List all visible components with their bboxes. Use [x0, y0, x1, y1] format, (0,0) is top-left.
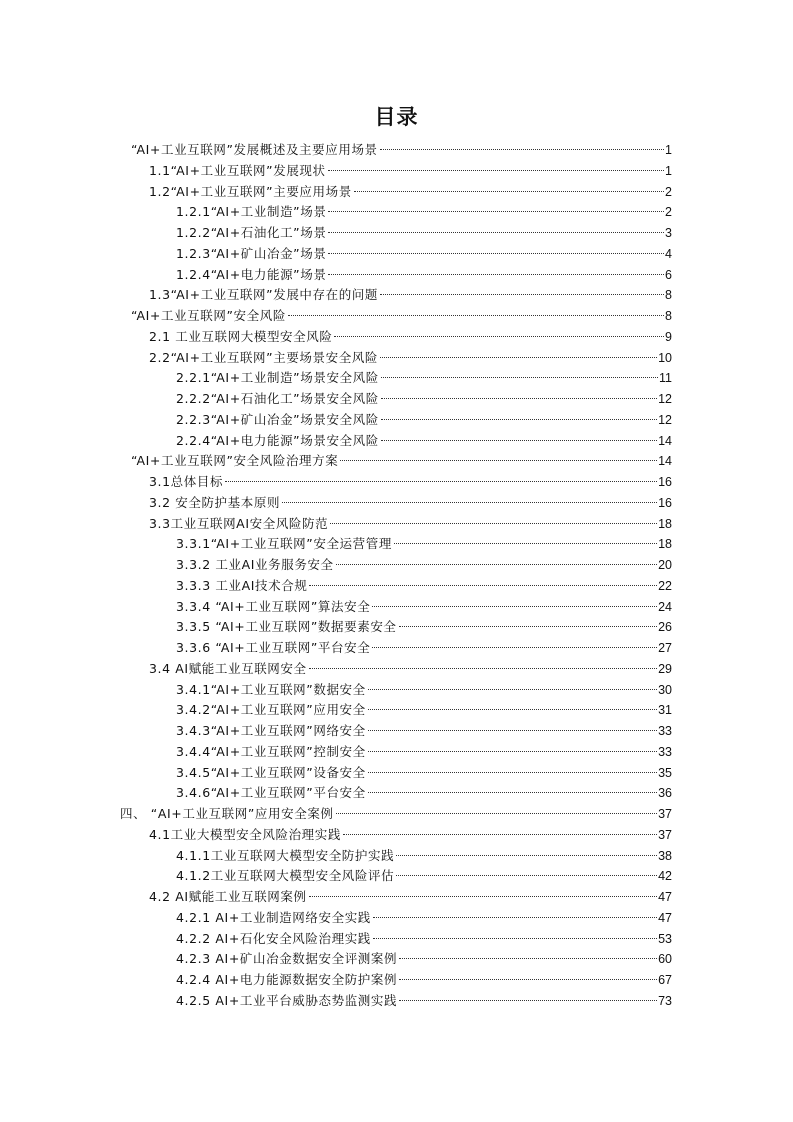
toc-entry-page-number: 4 [665, 246, 672, 261]
dot-leader [309, 585, 657, 586]
toc-entry-label: 1.2.4“AI+电力能源”场景 [176, 266, 327, 282]
toc-entry[interactable] [176, 721, 672, 742]
toc-entry-page-number: 67 [658, 973, 672, 987]
toc-entry-label: “AI+工业互联网”安全风险 [131, 308, 286, 323]
toc-entry[interactable] [149, 161, 672, 182]
toc-entry[interactable] [176, 244, 672, 265]
dot-leader [396, 855, 657, 856]
dot-leader [328, 274, 664, 275]
toc-entry-label: 2.2“AI+工业互联网”主要场景安全风险 [149, 349, 379, 365]
toc-entry-page-number: 8 [665, 288, 672, 303]
toc-entry-label: 3.3.4 “AI+工业互联网”算法安全 [176, 598, 371, 614]
toc-entry-label: 4.1.1工业互联网大模型安全防护实践 [176, 847, 395, 863]
toc-entry-page-number: 2 [665, 205, 672, 220]
toc-entry[interactable] [176, 555, 672, 576]
dot-leader [343, 834, 657, 835]
toc-entry-page-number: 42 [658, 869, 672, 884]
toc-entry[interactable] [176, 597, 672, 618]
toc-entry-page-number: 1 [665, 163, 672, 178]
toc-entry[interactable] [176, 949, 672, 970]
toc-entry-page-number: 36 [658, 786, 672, 801]
dot-leader [380, 149, 664, 150]
dot-leader [399, 979, 657, 980]
toc-entry-page-number: 60 [658, 952, 672, 967]
dot-leader [399, 958, 657, 959]
toc-entry-page-number: 1 [665, 143, 672, 157]
toc-entry-label: 四、 “AI+工业互联网”应用安全案例 [120, 806, 334, 821]
toc-entry[interactable] [176, 866, 672, 887]
dot-leader [282, 502, 657, 503]
toc-entry[interactable] [176, 431, 672, 452]
toc-entry-page-number: 37 [658, 827, 672, 842]
toc-entry-page-number: 2 [665, 184, 672, 199]
dot-leader [368, 772, 657, 773]
dot-leader [373, 917, 657, 918]
toc-entry-label: 2.1 工业互联网大模型安全风险 [149, 328, 333, 344]
dot-leader [328, 232, 664, 233]
toc-entry-page-number: 22 [658, 578, 672, 593]
toc-entry-page-number: 33 [658, 744, 672, 759]
toc-entry[interactable] [176, 534, 672, 555]
toc-entry[interactable] [149, 348, 672, 369]
toc-entry-page-number: 27 [658, 641, 672, 655]
toc-entry[interactable] [131, 306, 672, 327]
dot-leader [380, 357, 657, 358]
toc-entry[interactable] [176, 576, 672, 597]
toc-entry[interactable] [176, 389, 672, 410]
dot-leader [340, 460, 657, 461]
toc-entry[interactable] [176, 265, 672, 286]
toc-entry-page-number: 18 [658, 516, 672, 531]
toc-entry-page-number: 47 [658, 910, 672, 925]
dot-leader [336, 813, 658, 814]
toc-entry-label: 3.3.1“AI+工业互联网”安全运营管理 [176, 536, 392, 552]
toc-entry-page-number: 29 [658, 661, 672, 676]
toc-entry[interactable] [176, 202, 672, 223]
toc-entry[interactable] [176, 638, 672, 659]
toc-entry-page-number: 20 [658, 558, 672, 572]
toc-entry-label: 3.3.2 工业AI业务服务安全 [176, 557, 334, 572]
dot-leader [288, 315, 664, 316]
toc-entry[interactable] [149, 327, 672, 348]
toc-entry[interactable] [149, 182, 672, 203]
dot-leader [372, 606, 657, 607]
toc-entry-page-number: 8 [665, 309, 672, 323]
dot-leader [334, 336, 664, 337]
toc-entry[interactable] [176, 908, 672, 929]
toc-entry-label: 3.4.1“AI+工业互联网”数据安全 [176, 681, 366, 697]
dot-leader [373, 938, 657, 939]
toc-entry[interactable] [176, 991, 672, 1012]
toc-entry-label: 3.1总体目标 [149, 474, 224, 489]
dot-leader [368, 792, 657, 793]
toc-entry[interactable] [149, 887, 672, 908]
toc-entry-label: 4.2.3 AI+矿山冶金数据安全评测案例 [176, 951, 398, 967]
dot-leader [328, 253, 664, 254]
toc-entry-label: 3.3.3 工业AI技术合规 [176, 577, 308, 593]
toc-entry[interactable] [176, 763, 672, 784]
dot-leader [368, 709, 657, 710]
dot-leader [381, 419, 657, 420]
toc-entry-label: 4.2.4 AI+电力能源数据安全防护案例 [176, 972, 398, 987]
toc-entry[interactable] [176, 700, 672, 721]
toc-entry[interactable] [149, 285, 672, 306]
dot-leader [399, 626, 658, 627]
toc-entry-label: 4.1.2工业互联网大模型安全风险评估 [176, 868, 395, 884]
dot-leader [328, 211, 664, 212]
page-title: 目录 [374, 105, 419, 129]
dot-leader [368, 730, 657, 731]
toc-entry-page-number: 12 [658, 392, 672, 406]
toc-entry-label: 2.2.1“AI+工业制造”场景安全风险 [176, 370, 379, 386]
toc-entry-label: 3.4.6“AI+工业互联网”平台安全 [176, 785, 366, 801]
toc-entry[interactable] [176, 617, 672, 638]
dot-leader [372, 647, 657, 648]
toc-entry-page-number: 33 [658, 724, 672, 738]
toc-entry-label: 1.1“AI+工业互联网”发展现状 [149, 162, 326, 178]
toc-entry[interactable] [149, 493, 672, 514]
dot-leader [336, 564, 657, 565]
toc-entry-page-number: 73 [658, 993, 672, 1008]
toc-entry-page-number: 12 [658, 412, 672, 427]
toc-entry[interactable] [176, 410, 672, 431]
toc-entry[interactable] [176, 742, 672, 763]
toc-entry-label: 1.2.1“AI+工业制造”场景 [176, 204, 327, 220]
toc-entry-page-number: 30 [658, 682, 672, 697]
toc-entry-label: 3.3.6 “AI+工业互联网”平台安全 [176, 640, 371, 655]
toc-entry-label: 3.2 安全防护基本原则 [149, 494, 281, 510]
toc-entry-page-number: 18 [658, 537, 672, 552]
toc-entry-label: 3.3工业互联网AI安全风险防范 [149, 515, 329, 531]
toc-entry-label: 4.2 AI赋能工业互联网案例 [149, 889, 307, 904]
toc-entry-page-number: 37 [658, 807, 672, 821]
toc-entry-page-number: 38 [658, 848, 672, 863]
toc-entry-label: 3.4.5“AI+工业互联网”设备安全 [176, 764, 366, 780]
toc-entry[interactable] [120, 804, 672, 825]
toc-entry-label: 1.3“AI+工业互联网”发展中存在的问题 [149, 287, 379, 303]
toc-entry-label: 4.2.2 AI+石化安全风险治理实践 [176, 930, 371, 946]
toc-entry-page-number: 24 [658, 599, 672, 614]
toc-entry-page-number: 47 [658, 890, 672, 904]
toc-entry-label: 1.2“AI+工业互联网”主要应用场景 [149, 183, 352, 199]
toc-entry-label: 3.4 AI赋能工业互联网安全 [149, 660, 307, 676]
dot-leader [225, 481, 657, 482]
toc-entry-page-number: 31 [658, 703, 672, 718]
toc-entry-label: 1.2.2“AI+石油化工”场景 [176, 225, 327, 240]
dot-leader [394, 543, 657, 544]
toc-entry-page-number: 35 [658, 765, 672, 780]
dot-leader [354, 191, 664, 192]
toc-entry-label: 1.2.3“AI+矿山冶金”场景 [176, 245, 327, 261]
dot-leader [368, 751, 657, 752]
toc-entry-label: 2.2.4“AI+电力能源”场景安全风险 [176, 432, 379, 448]
dot-leader [396, 875, 657, 876]
toc-entry-page-number: 6 [665, 267, 672, 282]
toc-entry-label: 2.2.3“AI+矿山冶金”场景安全风险 [176, 411, 379, 427]
dot-leader [368, 689, 657, 690]
toc-entry-page-number: 16 [658, 495, 672, 510]
dot-leader [399, 1000, 657, 1001]
toc-entry[interactable] [176, 223, 672, 244]
toc-entry-page-number: 3 [665, 226, 672, 240]
toc-entry[interactable] [176, 783, 672, 804]
dot-leader [309, 896, 658, 897]
toc-entry-label: 4.2.5 AI+工业平台威胁态势监测实践 [176, 992, 398, 1008]
toc-entry-page-number: 16 [658, 475, 672, 489]
toc-entry-page-number: 10 [658, 350, 672, 365]
toc-entry-label: 4.1工业大模型安全风险治理实践 [149, 826, 341, 842]
toc-entry-label: 2.2.2“AI+石油化工”场景安全风险 [176, 391, 379, 406]
toc-entry[interactable] [149, 514, 672, 535]
dot-leader [309, 668, 658, 669]
toc-entry[interactable] [149, 472, 672, 493]
dot-leader [381, 440, 657, 441]
toc-entry-page-number: 26 [658, 620, 672, 635]
toc-entry-label: 3.4.3“AI+工业互联网”网络安全 [176, 723, 366, 738]
dot-leader [381, 377, 658, 378]
dot-leader [381, 398, 657, 399]
toc-entry-page-number: 14 [658, 454, 672, 469]
toc-entry[interactable] [149, 825, 672, 846]
toc-entry-page-number: 11 [659, 371, 672, 386]
toc-entry-label: 3.3.5 “AI+工业互联网”数据要素安全 [176, 619, 397, 635]
toc-entry-label: 4.2.1 AI+工业制造网络安全实践 [176, 909, 371, 925]
toc-entry[interactable] [176, 368, 672, 389]
toc-entry[interactable] [176, 929, 672, 950]
toc-entry[interactable] [176, 680, 672, 701]
toc-entry[interactable] [149, 659, 672, 680]
toc-entry-label: 3.4.2“AI+工业互联网”应用安全 [176, 702, 366, 718]
toc-entry-page-number: 9 [665, 329, 672, 344]
dot-leader [328, 170, 664, 171]
dot-leader [380, 294, 664, 295]
toc-entry[interactable] [176, 846, 672, 867]
toc-entry[interactable] [131, 140, 672, 161]
toc-entry-label: 3.4.4“AI+工业互联网”控制安全 [176, 743, 366, 759]
dot-leader [330, 523, 657, 524]
toc-entry[interactable] [176, 970, 672, 991]
toc-entry-label: “AI+工业互联网”发展概述及主要应用场景 [131, 142, 378, 157]
toc-entry-page-number: 14 [658, 433, 672, 448]
toc-entry-page-number: 53 [658, 931, 672, 946]
toc-entry[interactable] [131, 451, 672, 472]
toc-entry-label: “AI+工业互联网”安全风险治理方案 [131, 453, 339, 469]
